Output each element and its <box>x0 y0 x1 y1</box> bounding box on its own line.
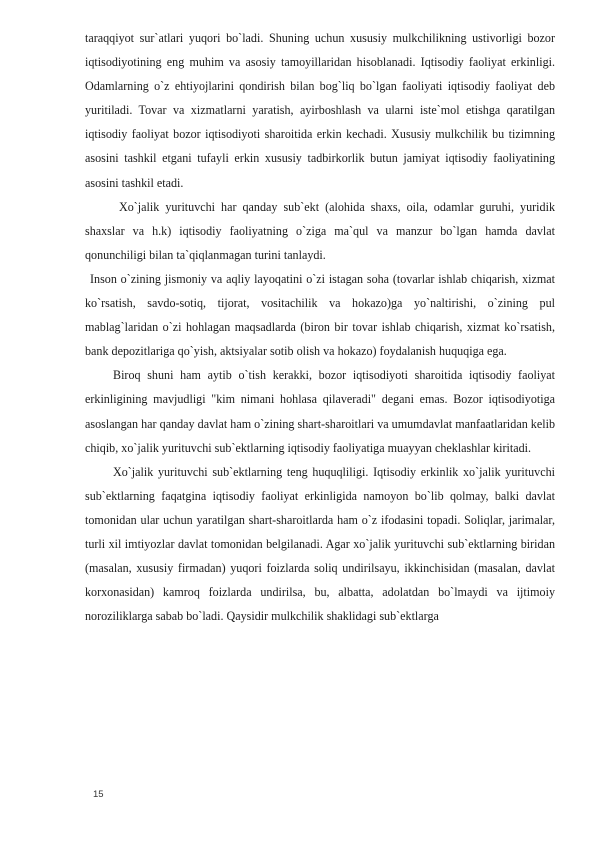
paragraph-1: taraqqiyot sur`atlari yuqori bo`ladi. Shuning uchun xususiy mulkchilikning ustivorligi bozor iqtisodiyotining eng muhim va asosiy tamoyillaridan hisoblanadi. Iqtisodiy faoliyat erkinligi. Odamlarning o`z ehtiyojlarini qondirish bilan bog`liq bo`lgan faoliyati iqtisodiy faoliyat deb yuritiladi. Tovar va xizmatlarni yaratish, ayirboshlash va ularni iste`mol etishga qaratilgan iqtisodiy faoliyat bozor iqtisodiyoti sharoitida erkin kechadi. Xususiy mulkchilik bu tizimning asosini tashkil etgani tufayli erkin xususiy tadbirkorlik butun jamiyat iqtisodiy faoliyatining asosini tashkil etadi. <box>85 31 555 190</box>
paragraph-3: Inson o`zining jismoniy va aqliy layoqatini o`zi istagan soha (tovarlar ishlab chiqarish, xizmat ko`rsatish, savdo-sotiq, tijorat, vositachilik va hokazo)ga yo`naltirishi, o`zining pul mablag`laridan o`zi hohlagan maqsadlarda (biron bir tovar ishlab chiqarish, xizmat ko`rsatish, bank depozitlariga qo`yish, aktsiyalar sotib olish va hokazo) foydalanish huquqiga ega. <box>85 271 555 359</box>
paragraph-4: Biroq shuni ham aytib o`tish kerakki, bozor iqtisodiyoti sharoitida iqtisodiy faoliyat erkinligining mavjudligi "kim nimani hohlasa qilaveradi" degani emas. Bozor iqtisodiyotiga asoslangan har qanday davlat ham o`zining shart-sharoitlari va umumdavlat manfaatlaridan kelib chiqib, xo`jalik yurituvchi sub`ektlarning iqtisodiy faoliyatiga muayyan cheklashlar kiritadi. <box>85 368 555 455</box>
page-number: 15 <box>93 789 104 800</box>
paragraph-2: Xo`jalik yurituvchi har qanday sub`ekt (alohida shaxs, oila, odamlar guruhi, yuridik shaxslar va h.k) iqtisodiy faoliyatning o`ziga ma`qul va manzur bo`lgan hamda davlat qonunchiligi bilan ta`qiqlanmagan turini tanlaydi. <box>85 199 555 262</box>
page-body <box>85 26 555 628</box>
paragraph-5: Xo`jalik yurituvchi sub`ektlarning teng huquqliligi. Iqtisodiy erkinlik xo`jalik yurituvchi sub`ektlarning faqatgina iqtisodiy faoliyat erkinligida namoyon bo`lib qolmay, balki davlat tomonidan ular uchun yaratilgan shart-sharoitlarda ham o`z ifodasini topadi. Soliqlar, jarimalar, turli xil imtiyozlar davlat tomonidan belgilanadi. Agar xo`jalik yurituvchi sub`ektlarning biridan (masalan, xususiy firmadan) yuqori foizlarda soliq undirilsayu, ikkinchisidan (masalan, davlat korxonasidan) kamroq foizlarda undirilsa, bu, albatta, adolatdan bo`lmaydi va ijtimoiy noroziliklarga sabab bo`ladi. Qaysidir mulkchilik shaklidagi sub`ektlarga <box>85 464 555 624</box>
